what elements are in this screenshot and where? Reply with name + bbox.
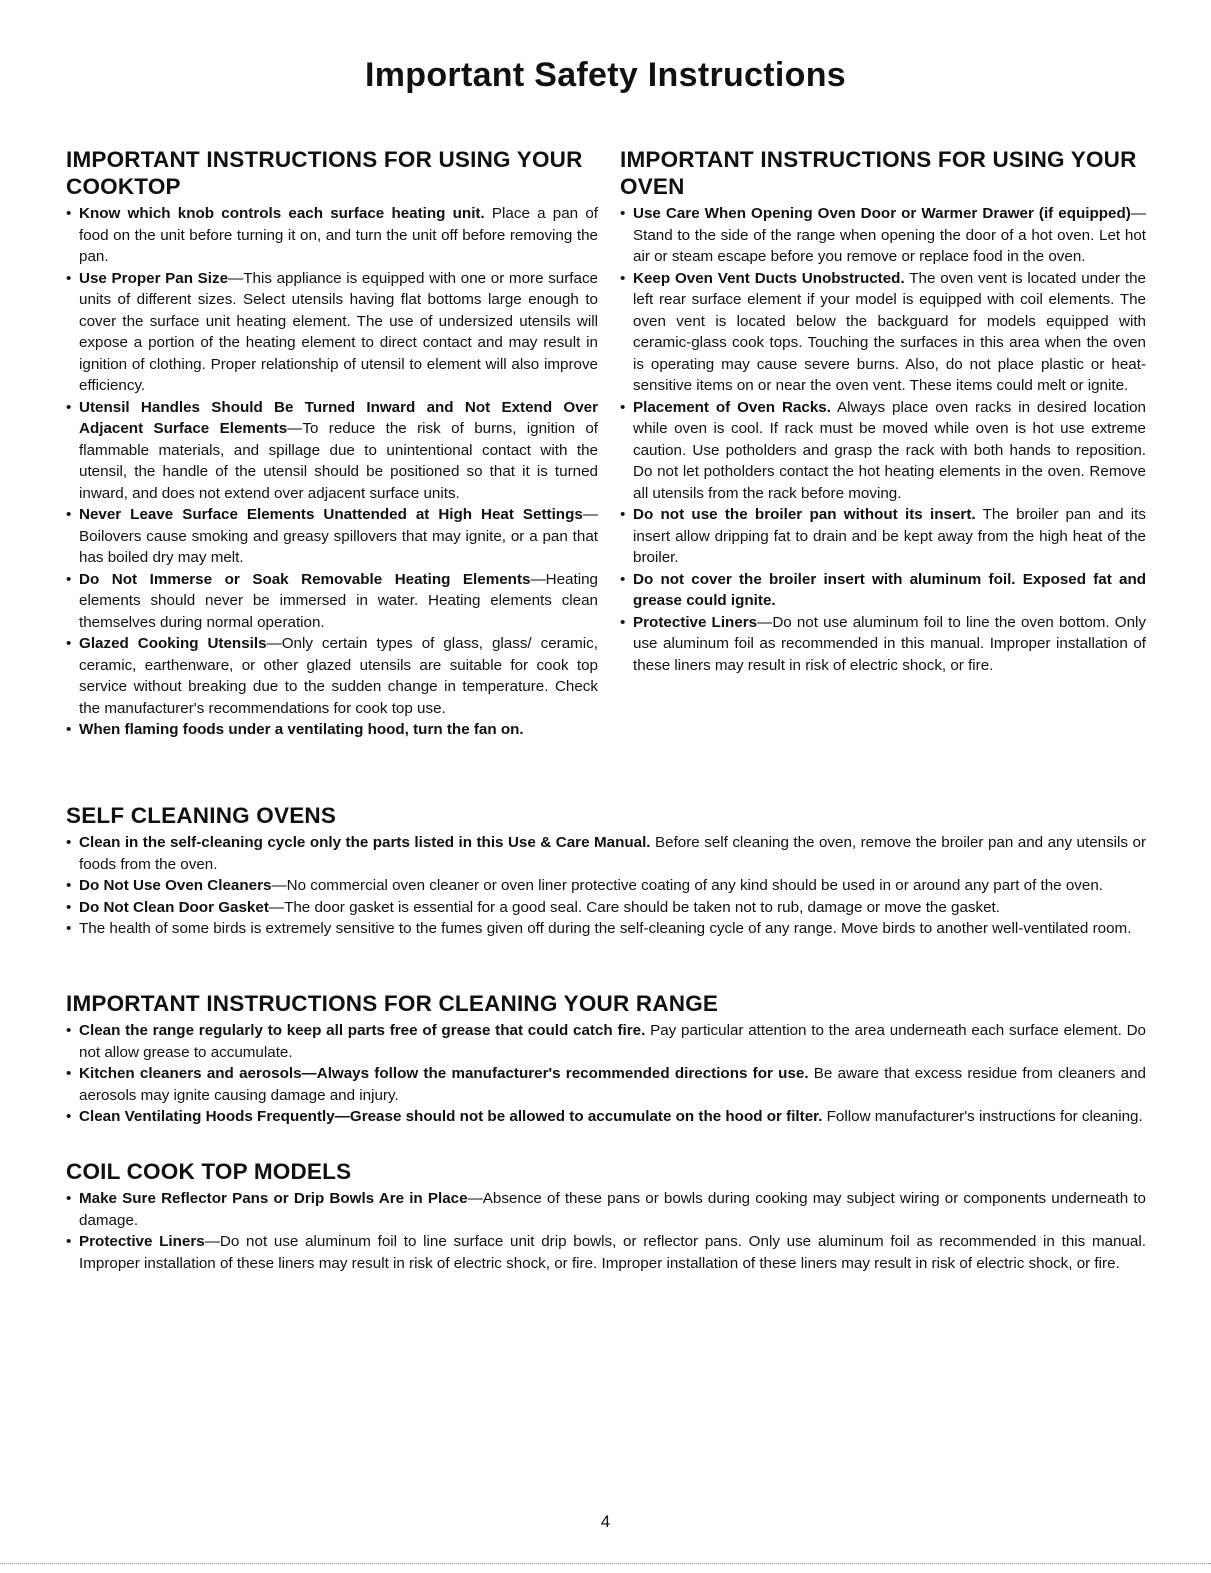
list-item [66, 1188, 1146, 1231]
item-lead: Do Not Use Oven Cleaners [79, 877, 272, 894]
list-item [620, 612, 1146, 677]
cleaning-range-heading: IMPORTANT INSTRUCTIONS FOR CLEANING YOUR RANGE [66, 991, 719, 1016]
list-item [66, 1231, 1146, 1274]
item-text: —Do not use aluminum foil to line the oven bottom. Only use aluminum foil as recommended in this manual. Improper installation of these liners may result in risk of electric shock, or fire. [633, 613, 1146, 674]
bottom-rule [0, 1563, 1211, 1564]
cooktop-list [66, 203, 598, 741]
list-item [66, 203, 598, 268]
bullet-icon: • [620, 570, 626, 588]
item-lead: Do Not Immerse or Soak Removable Heating Elements [79, 570, 531, 588]
bullet-icon: • [66, 398, 72, 416]
item-lead: Do not use the broiler pan without its insert. [633, 506, 976, 523]
bullet-icon: • [66, 1108, 72, 1125]
bullet-icon: • [66, 1065, 72, 1082]
item-lead: Protective Liners [633, 613, 758, 631]
item-text: Before self cleaning the oven, remove the broiler pan and any utensils or foods from the oven. [79, 834, 1147, 873]
bullet-icon: • [620, 506, 626, 523]
item-text: Follow manufacturer's instructions for cleaning. [822, 1108, 1143, 1125]
self-cleaning-heading: SELF CLEANING OVENS [66, 803, 337, 828]
item-lead: Placement of Oven Racks. [633, 398, 831, 416]
list-item [66, 832, 1146, 875]
item-lead: Do Not Clean Door Gasket [79, 898, 269, 916]
bullet-icon: • [66, 834, 72, 851]
item-lead: Use Proper Pan Size [79, 269, 229, 287]
bullet-icon: • [620, 398, 626, 416]
item-lead: Do not cover the broiler insert with aluminum foil. Exposed fat and grease could ignite. [633, 570, 1146, 609]
item-text: —Heating elements should never be immersed in water. Heating elements clean themselves during normal operation. [79, 570, 598, 631]
list-item [620, 203, 1146, 268]
item-lead: Utensil Handles Should Be Turned Inward and Not Extend Over Adjacent Surface Elements [79, 398, 598, 437]
oven-section [620, 146, 1146, 676]
self-cleaning-list [66, 832, 1146, 940]
list-item [66, 268, 598, 397]
cooktop-section [66, 146, 598, 741]
list-item [620, 569, 1146, 612]
bullet-icon: • [66, 898, 72, 916]
bullet-icon: • [66, 269, 72, 287]
bullet-icon: • [66, 1190, 72, 1207]
bullet-icon: • [620, 269, 626, 287]
bullet-icon: • [66, 506, 72, 523]
page-title: Important Safety Instructions [365, 56, 846, 94]
list-item [66, 918, 1146, 940]
list-item [66, 1020, 1146, 1063]
item-text: —This appliance is equipped with one or more surface units of different sizes. Select utensils having flat bottoms large enough to cover the surface unit heating element. The use of undersized utensils will expose a portion of the heating element to direct contact and may result in ignition of clothing. Proper relationship of utensil to element will also improve efficiency. [79, 269, 599, 394]
bullet-icon: • [620, 205, 626, 222]
item-text: The oven vent is located under the left rear surface element if your model is equipped with coil elements. The oven vent is located below the backguard for models equipped with ceramic-glass cook tops. Touching the surfaces in this area when the oven is operating may cause severe burns. Also, do not place plastic or heat-sensitive items on or near the oven vent. These items could melt or ignite. [633, 269, 1146, 394]
list-item [66, 875, 1146, 897]
list-item [66, 719, 598, 741]
list-item [620, 397, 1146, 505]
list-item [620, 504, 1146, 569]
item-lead: Keep Oven Vent Ducts Unobstructed. [633, 269, 905, 287]
item-text: Always place oven racks in desired location while oven is cool. If rack must be moved while oven is hot use extreme caution. Use potholders and grasp the rack with both hands to reposition. Do not let potholders contact the hot heating elements in the oven. Remove all utensils from the rack before moving. [633, 398, 1146, 502]
bullet-icon: • [66, 1022, 72, 1039]
list-item [66, 633, 598, 719]
item-text: —Stand to the side of the range when opening the door of a hot oven. Let hot air or steam escape before you remove or replace food in the oven. [633, 205, 1146, 265]
item-lead: Protective Liners [79, 1233, 205, 1250]
item-lead: Glazed Cooking Utensils [79, 635, 267, 652]
item-text: —Boilovers cause smoking and greasy spillovers that may ignite, or a pan that has boiled dry may melt. [79, 506, 598, 566]
bullet-icon: • [66, 570, 72, 588]
item-lead: Clean in the self-cleaning cycle only the parts listed in this Use & Care Manual. [79, 834, 651, 851]
item-text: Pay particular attention to the area underneath each surface element. Do not allow grease to accumulate. [79, 1022, 1147, 1061]
item-lead: Use Care When Opening Oven Door or Warmer Drawer (if equipped) [633, 205, 1131, 222]
cleaning-range-list [66, 1020, 1146, 1128]
item-text: —Absence of these pans or bowls during cooking may subject wiring or components underneath to damage. [79, 1190, 1146, 1229]
cleaning-range-section [66, 990, 1146, 1128]
list-item [66, 569, 598, 634]
item-text: —Do not use aluminum foil to line surface unit drip bowls, or reflector pans. Only use aluminum foil as recommended in this manual. Improper installation of these liners may result in risk of electric shock, or fire. Improper installation of these liners may result in risk of electric shock, or fire. [79, 1233, 1146, 1272]
list-item [66, 397, 598, 505]
page-number: 4 [600, 1512, 611, 1531]
list-item [66, 1063, 1146, 1106]
item-text: Be aware that excess residue from cleaners and aerosols may ignite causing damage and injury. [79, 1065, 1146, 1104]
item-lead: Know which knob controls each surface heating unit. [79, 205, 485, 222]
bullet-icon: • [66, 721, 72, 738]
item-lead: When flaming foods under a ventilating hood, turn the fan on. [79, 721, 524, 738]
oven-list [620, 203, 1146, 676]
item-text: —Only certain types of glass, glass/ ceramic, ceramic, earthenware, or other glazed utensils are suitable for cook top service without breaking due to the sudden change in temperature. Check the manufacturer's recommendations for cook top use. [79, 635, 598, 717]
bullet-icon: • [66, 920, 72, 937]
list-item [66, 504, 598, 569]
list-item [66, 1106, 1146, 1128]
coil-cooktop-list [66, 1188, 1146, 1274]
bullet-icon: • [66, 205, 72, 222]
bullet-icon: • [66, 877, 72, 894]
item-lead: Make Sure Reflector Pans or Drip Bowls Are in Place [79, 1190, 468, 1207]
self-cleaning-section [66, 802, 1146, 940]
item-text: —To reduce the risk of burns, ignition of flammable materials, and spillage due to unintentional contact with the utensil, the handle of the utensil should be positioned so that it is turned inward, and does not extend over adjacent surface units. [79, 420, 598, 502]
oven-heading: IMPORTANT INSTRUCTIONS FOR USING YOUR OVEN [620, 147, 1137, 199]
item-text: —The door gasket is essential for a good seal. Care should be taken not to rub, damage or move the gasket. [268, 898, 1000, 916]
coil-cooktop-section [66, 1158, 1146, 1274]
item-lead: Never Leave Surface Elements Unattended at High Heat Settings [79, 506, 583, 523]
bullet-icon: • [66, 1233, 72, 1250]
item-text: Place a pan of food on the unit before turning it on, and turn the unit off before removing the pan. [79, 205, 598, 265]
bullet-icon: • [620, 613, 626, 631]
item-text: The health of some birds is extremely sensitive to the fumes given off during the self-cleaning cycle of any range. Move birds to another well-ventilated room. [79, 920, 1132, 937]
item-lead: Clean Ventilating Hoods Frequently—Grease should not be allowed to accumulate on the hood or filter. [79, 1108, 823, 1125]
cooktop-heading: IMPORTANT INSTRUCTIONS FOR USING YOUR COOKTOP [66, 147, 583, 199]
item-lead: Kitchen cleaners and aerosols—Always follow the manufacturer's recommended directions for use. [79, 1065, 809, 1082]
item-text: —No commercial oven cleaner or oven liner protective coating of any kind should be used in or around any part of the oven. [271, 877, 1104, 894]
bullet-icon: • [66, 635, 72, 652]
item-lead: Clean the range regularly to keep all parts free of grease that could catch fire. [79, 1022, 646, 1039]
item-text: The broiler pan and its insert allow dripping fat to drain and be kept away from the high heat of the broiler. [633, 506, 1146, 566]
coil-cooktop-heading: COIL COOK TOP MODELS [66, 1159, 352, 1184]
list-item [66, 897, 1146, 919]
list-item [620, 268, 1146, 397]
